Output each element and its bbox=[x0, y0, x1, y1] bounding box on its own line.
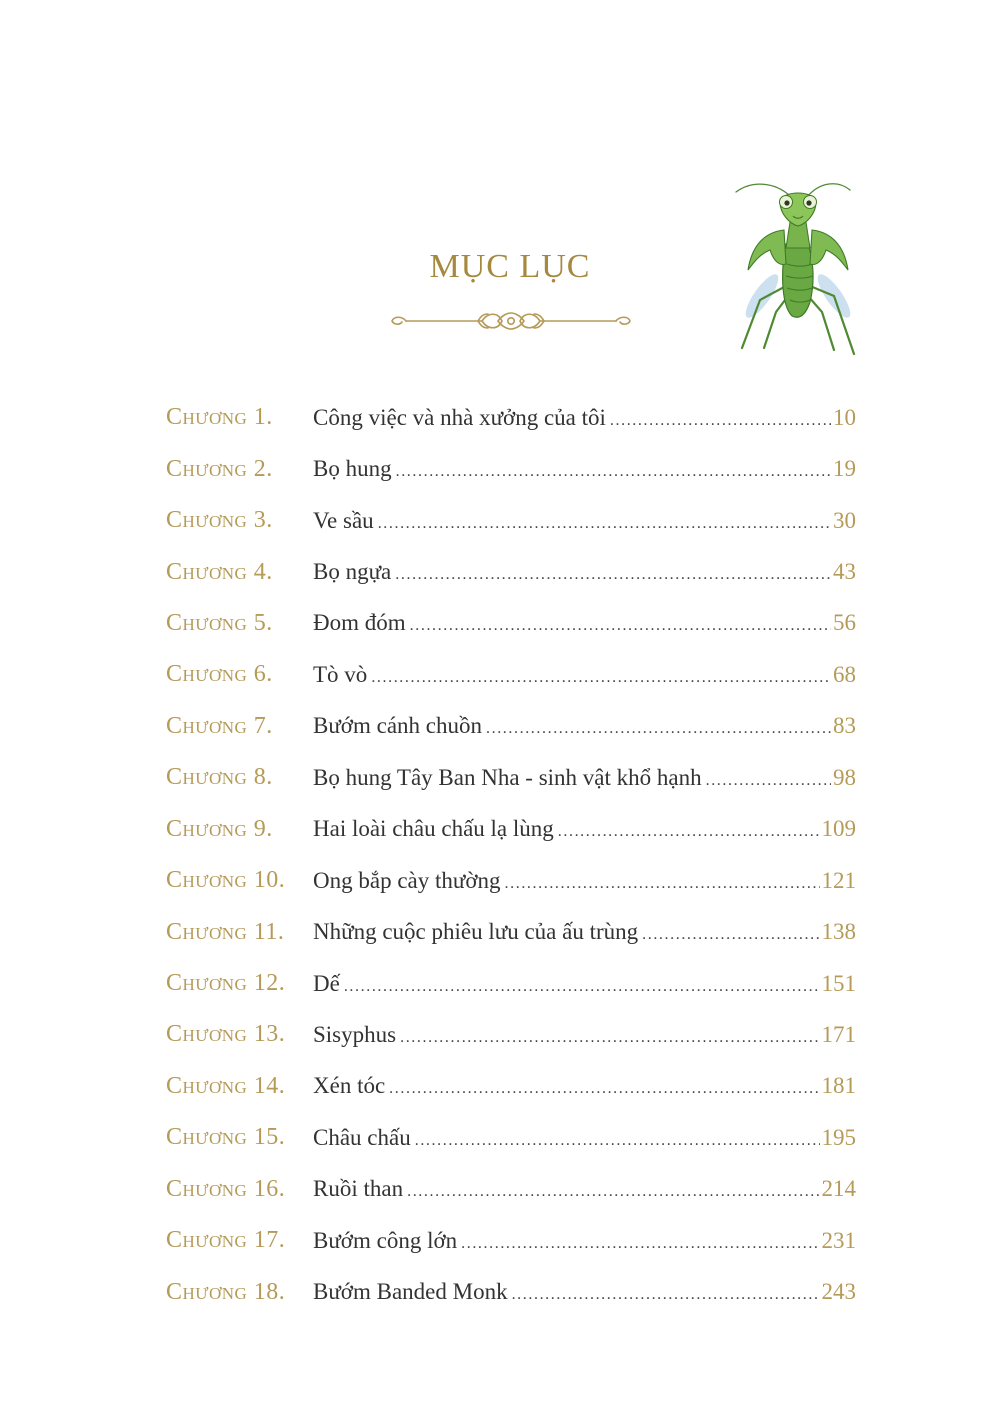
dot-leader bbox=[706, 772, 831, 790]
chapter-title: Những cuộc phiêu lưu của ấu trùng bbox=[313, 919, 639, 945]
chapter-page-number: 214 bbox=[821, 1176, 856, 1202]
chapter-title: Tò vò bbox=[313, 661, 368, 687]
chapter-label: Chương 13. bbox=[166, 1021, 286, 1048]
praying-mantis-icon bbox=[730, 178, 865, 360]
chapter-title: Dế bbox=[313, 970, 340, 996]
dot-leader bbox=[610, 412, 831, 430]
toc-entry[interactable] bbox=[166, 1009, 856, 1060]
chapter-title: Bướm cánh chuồn bbox=[313, 713, 482, 739]
dot-leader bbox=[461, 1235, 819, 1253]
dot-leader bbox=[642, 926, 819, 944]
toc-entry[interactable] bbox=[166, 1061, 856, 1112]
toc-entry[interactable] bbox=[166, 752, 856, 803]
chapter-title: Sisyphus bbox=[313, 1021, 397, 1047]
chapter-label: Chương 2. bbox=[166, 455, 273, 482]
chapter-label: Chương 10. bbox=[166, 867, 286, 894]
decorative-divider-icon bbox=[388, 306, 634, 336]
dot-leader bbox=[410, 617, 831, 635]
chapter-page-number: 243 bbox=[821, 1279, 856, 1305]
chapter-page-number: 195 bbox=[821, 1124, 856, 1150]
dot-leader bbox=[512, 1286, 820, 1304]
chapter-page-number: 30 bbox=[833, 507, 856, 533]
chapter-label: Chương 3. bbox=[166, 507, 273, 534]
chapter-label: Chương 9. bbox=[166, 815, 273, 842]
chapter-title: Bọ ngựa bbox=[313, 559, 392, 585]
chapter-page-number: 56 bbox=[833, 610, 856, 636]
dot-leader bbox=[371, 669, 831, 687]
chapter-page-number: 83 bbox=[833, 713, 856, 739]
dot-leader bbox=[396, 463, 831, 481]
chapter-page-number: 43 bbox=[833, 559, 856, 585]
table-of-contents bbox=[166, 392, 856, 1318]
chapter-label: Chương 12. bbox=[166, 970, 286, 997]
toc-entry[interactable] bbox=[166, 958, 856, 1009]
chapter-label: Chương 14. bbox=[166, 1072, 286, 1099]
page-title: MỤC LỤC bbox=[429, 248, 591, 285]
dot-leader bbox=[505, 875, 820, 893]
toc-entry[interactable] bbox=[166, 649, 856, 700]
chapter-title: Công việc và nhà xưởng của tôi bbox=[313, 404, 606, 430]
toc-entry[interactable] bbox=[166, 1215, 856, 1266]
toc-entry[interactable] bbox=[166, 1266, 856, 1317]
dot-leader bbox=[378, 515, 831, 533]
chapter-page-number: 10 bbox=[833, 404, 856, 430]
chapter-title: Ruồi than bbox=[313, 1176, 404, 1202]
chapter-page-number: 231 bbox=[821, 1227, 856, 1253]
chapter-label: Chương 11. bbox=[166, 918, 285, 945]
toc-entry[interactable] bbox=[166, 906, 856, 957]
toc-entry[interactable] bbox=[166, 701, 856, 752]
toc-entry[interactable] bbox=[166, 855, 856, 906]
chapter-page-number: 121 bbox=[821, 867, 856, 893]
chapter-label: Chương 8. bbox=[166, 764, 273, 791]
toc-entry[interactable] bbox=[166, 495, 856, 546]
toc-entry[interactable] bbox=[166, 804, 856, 855]
chapter-title: Ve sầu bbox=[313, 507, 374, 533]
chapter-label: Chương 16. bbox=[166, 1175, 286, 1202]
dot-leader bbox=[389, 1080, 819, 1098]
toc-entry[interactable] bbox=[166, 392, 856, 443]
chapter-label: Chương 18. bbox=[166, 1278, 286, 1305]
chapter-label: Chương 5. bbox=[166, 609, 273, 636]
chapter-title: Xén tóc bbox=[313, 1073, 386, 1099]
dot-leader bbox=[344, 978, 820, 996]
dot-leader bbox=[395, 566, 831, 584]
chapter-label: Chương 1. bbox=[166, 404, 273, 431]
chapter-page-number: 109 bbox=[821, 816, 856, 842]
chapter-label: Chương 15. bbox=[166, 1124, 286, 1151]
chapter-label: Chương 6. bbox=[166, 661, 273, 688]
chapter-label: Chương 17. bbox=[166, 1227, 286, 1254]
chapter-title: Bướm Banded Monk bbox=[313, 1279, 508, 1305]
dot-leader bbox=[407, 1183, 819, 1201]
toc-entry[interactable] bbox=[166, 1112, 856, 1163]
chapter-page-number: 151 bbox=[821, 970, 856, 996]
dot-leader bbox=[558, 823, 820, 841]
chapter-label: Chương 7. bbox=[166, 712, 273, 739]
chapter-label: Chương 4. bbox=[166, 558, 273, 585]
chapter-title: Ong bắp cày thường bbox=[313, 867, 501, 893]
chapter-title: Đom đóm bbox=[313, 610, 406, 636]
dot-leader bbox=[400, 1029, 819, 1047]
chapter-page-number: 171 bbox=[821, 1021, 856, 1047]
chapter-title: Hai loài châu chấu lạ lùng bbox=[313, 816, 554, 842]
chapter-page-number: 138 bbox=[821, 919, 856, 945]
toc-entry[interactable] bbox=[166, 443, 856, 494]
chapter-title: Bọ hung bbox=[313, 456, 392, 482]
chapter-title: Bọ hung Tây Ban Nha - sinh vật khổ hạnh bbox=[313, 764, 702, 790]
chapter-page-number: 68 bbox=[833, 661, 856, 687]
toc-entry[interactable] bbox=[166, 1164, 856, 1215]
toc-entry[interactable] bbox=[166, 598, 856, 649]
chapter-title: Bướm công lớn bbox=[313, 1227, 458, 1253]
dot-leader bbox=[415, 1132, 820, 1150]
chapter-page-number: 98 bbox=[833, 764, 856, 790]
toc-entry[interactable] bbox=[166, 546, 856, 597]
chapter-page-number: 19 bbox=[833, 456, 856, 482]
chapter-page-number: 181 bbox=[821, 1073, 856, 1099]
dot-leader bbox=[486, 720, 831, 738]
chapter-title: Châu chấu bbox=[313, 1124, 411, 1150]
